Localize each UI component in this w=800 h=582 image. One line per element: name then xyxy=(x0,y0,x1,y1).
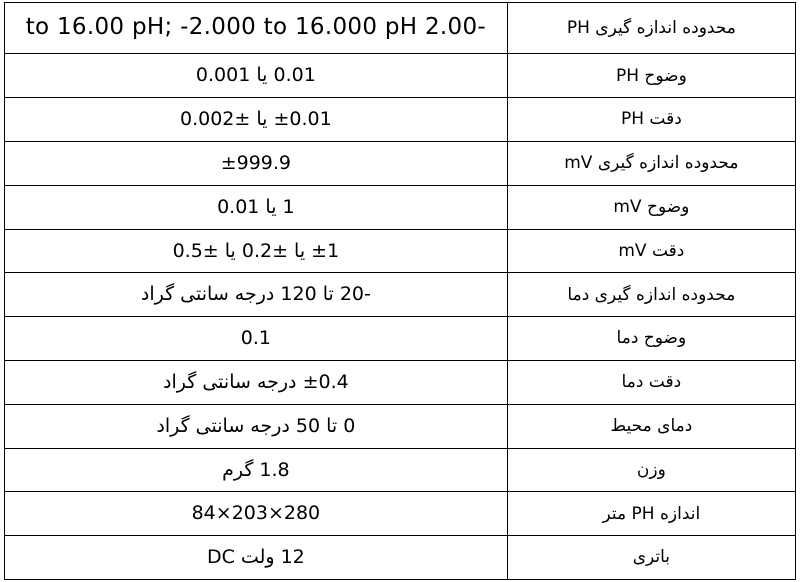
table-row xyxy=(5,54,796,98)
spec-label: دقت دما xyxy=(507,360,795,404)
table-row xyxy=(5,3,796,54)
specification-table xyxy=(4,2,796,580)
spec-label: اندازه PH متر xyxy=(507,492,795,536)
spec-label: وضوح mV xyxy=(507,185,795,229)
spec-value: ±0.4 درجه سانتی گراد xyxy=(5,360,508,404)
table-row xyxy=(5,317,796,361)
spec-label: محدوده اندازه گیری PH xyxy=(507,3,795,54)
spec-label: باتری xyxy=(507,536,795,580)
spec-value: ±0.01 یا ±0.002 xyxy=(5,98,508,142)
spec-label: دقت PH xyxy=(507,98,795,142)
table-row xyxy=(5,492,796,536)
spec-value: 280×203×84 xyxy=(5,492,508,536)
spec-value: 1.8 گرم xyxy=(5,448,508,492)
spec-label: دمای محیط xyxy=(507,404,795,448)
spec-value: ±999.9 xyxy=(5,141,508,185)
table-row xyxy=(5,360,796,404)
spec-value: 0.1 xyxy=(5,317,508,361)
spec-value: 1 یا 0.01 xyxy=(5,185,508,229)
table-row xyxy=(5,536,796,580)
spec-value: ±1 یا ±0.2 یا ±0.5 xyxy=(5,229,508,273)
spec-label: محدوده اندازه گیری دما xyxy=(507,273,795,317)
spec-label: وضوح دما xyxy=(507,317,795,361)
spec-label: دقت mV xyxy=(507,229,795,273)
table-row xyxy=(5,229,796,273)
spec-value: -2.00 to 16.00 pH; -2.000 to 16.000 pH xyxy=(5,3,508,54)
table-row xyxy=(5,404,796,448)
table-row xyxy=(5,98,796,142)
spec-value: 12 ولت DC xyxy=(5,536,508,580)
spec-value: -20 تا 120 درجه سانتی گراد xyxy=(5,273,508,317)
spec-label: وزن xyxy=(507,448,795,492)
table-row xyxy=(5,185,796,229)
table-row xyxy=(5,141,796,185)
specification-table-body xyxy=(5,3,796,580)
table-row xyxy=(5,273,796,317)
spec-label: وضوح PH xyxy=(507,54,795,98)
spec-value: 0 تا 50 درجه سانتی گراد xyxy=(5,404,508,448)
spec-value: 0.01 یا 0.001 xyxy=(5,54,508,98)
table-row xyxy=(5,448,796,492)
spec-label: محدوده اندازه گیری mV xyxy=(507,141,795,185)
